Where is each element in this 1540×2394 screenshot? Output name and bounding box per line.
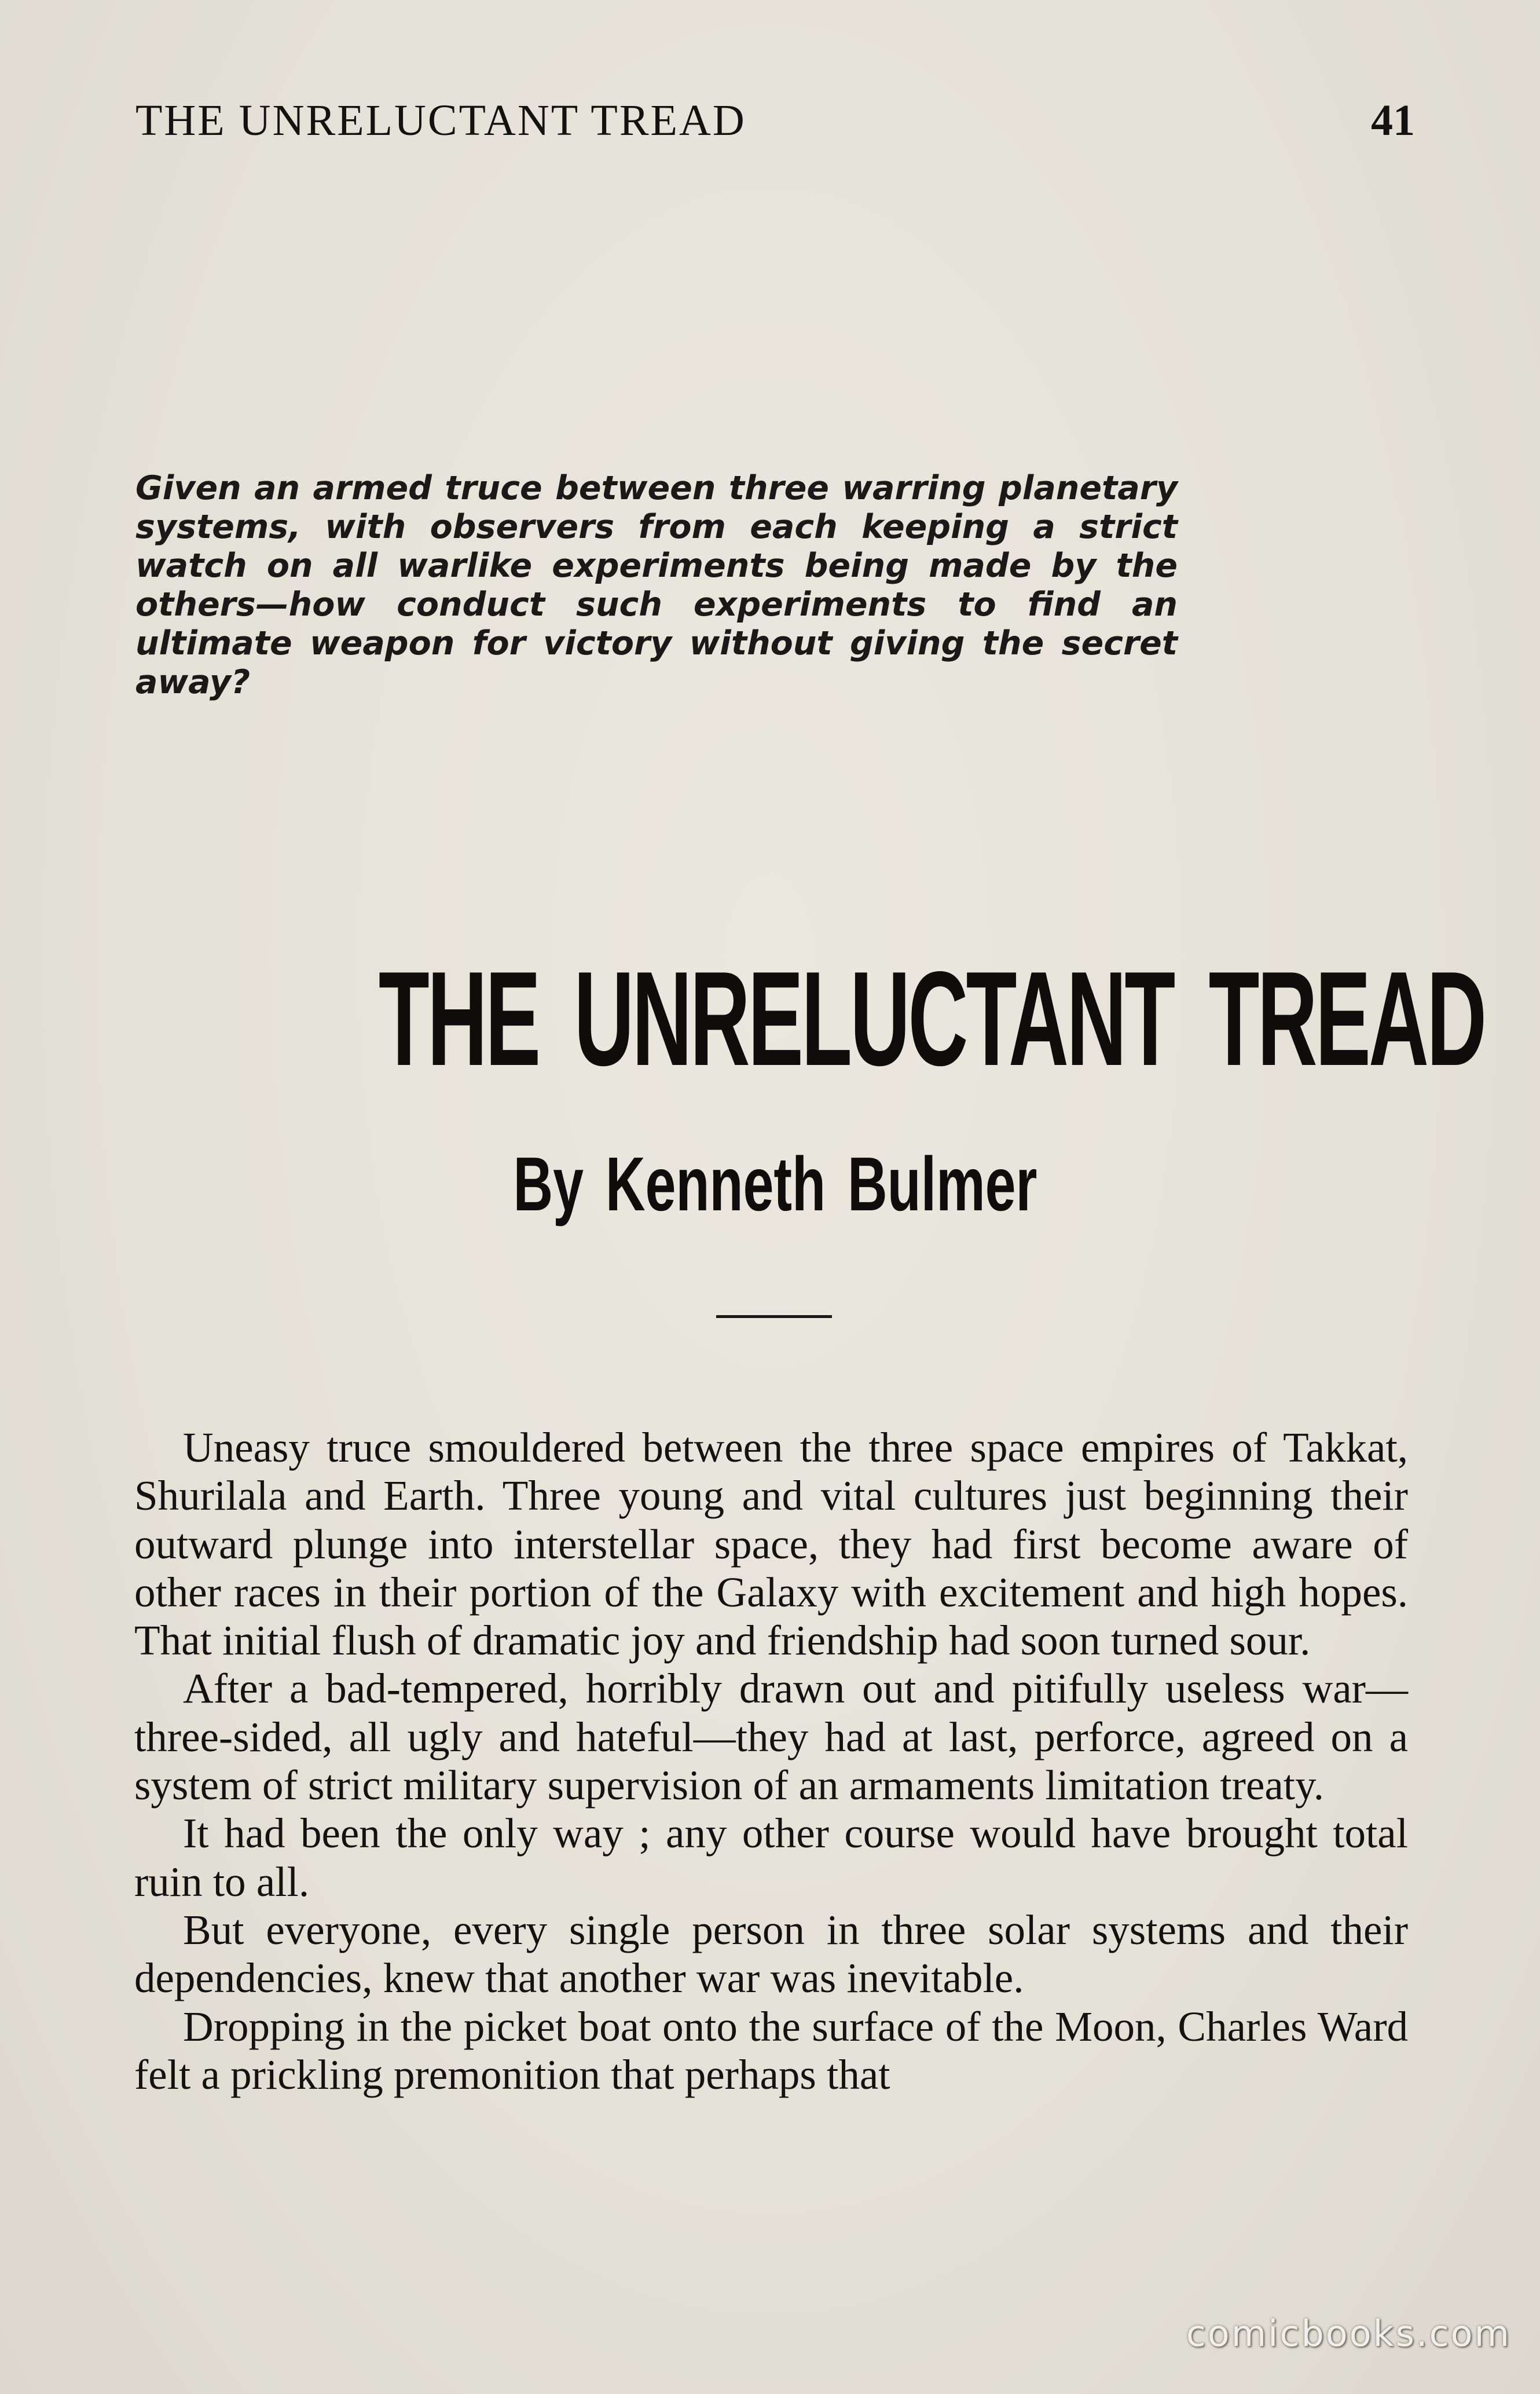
body-paragraph: Dropping in the picket boat onto the surface of the Moon, Charles Ward felt a prickling premonition that perhaps that — [134, 2003, 1408, 2098]
watermark: comicbooks.com — [1186, 2312, 1511, 2355]
story-body — [134, 1423, 1408, 2099]
story-byline: By Kenneth Bulmer — [513, 1141, 1037, 1227]
body-paragraph: Uneasy truce smouldered between the three space empires of Takkat, Shurilala and Earth. Three young and vital cultures just beginning their outward plunge into interstellar space, they had first become aware of other races in their portion of the Galaxy with excitement and high hopes. That initial flush of dramatic joy and friendship had soon turned sour. — [134, 1424, 1408, 1664]
body-paragraph: After a bad-tempered, horribly drawn out and pitifully useless war—three-sided, all ugly and hateful—they had at last, perforce, agreed on a system of strict military supervision of an armaments limitation treaty. — [134, 1665, 1408, 1809]
body-paragraph: It had been the only way ; any other course would have brought total ruin to all. — [134, 1810, 1408, 1905]
body-paragraph: But everyone, every single person in three solar systems and their dependencies, knew that another war was inevitable. — [134, 1906, 1408, 2002]
story-title: THE UNRELUCTANT TREAD — [378, 944, 1485, 1094]
section-divider — [716, 1315, 832, 1318]
page-number: 41 — [1371, 96, 1415, 145]
story-blurb: Given an armed truce between three warring planetary systems, with observers from each keeping a strict watch on all warlike experiments being made by the others—how conduct such experiments to find an ultimate weapon for victory without giving the secret away? — [135, 469, 1178, 701]
running-head — [135, 91, 1415, 149]
running-title: THE UNRELUCTANT TREAD — [135, 96, 746, 145]
